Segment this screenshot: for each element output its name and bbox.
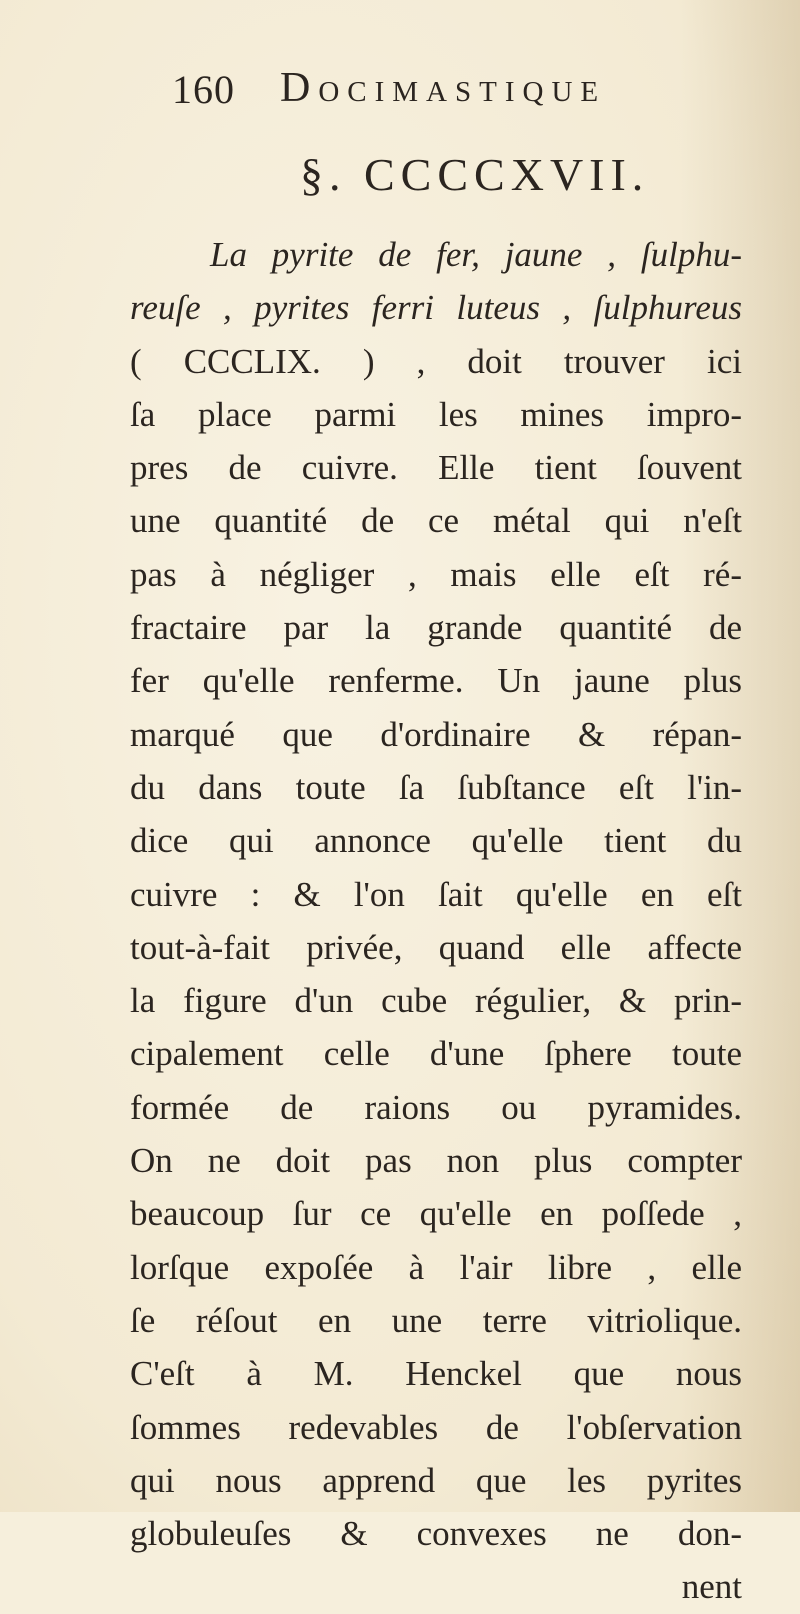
text-line: qui nous apprend que les pyrites [130,1460,742,1500]
text-line: dice qui annonce qu'elle tient du [130,821,742,861]
page-header [172,60,672,120]
text-line: tout-à-fait privée, quand elle affecte [130,927,742,967]
text-line: ſommes redevables de l'obſervation [130,1407,742,1447]
text-line: ( CCCLIX. ) , doit trouver ici [130,341,742,381]
text-line: lorſque expoſée à l'air libre , elle [130,1247,742,1287]
text-line: reuſe , pyrites ferri luteus , ſulphureus [130,288,742,328]
section-heading: §. CCCCXVII. [300,149,650,200]
text-line: la figure d'un cube régulier, & prin- [130,981,742,1021]
text-line: pas à négliger , mais elle eſt ré- [130,554,742,594]
text-line: marqué que d'ordinaire & répan- [130,714,742,754]
text-line: C'eſt à M. Henckel que nous [130,1354,742,1394]
page-number: 160 [172,67,235,112]
text-line: du dans toute ſa ſubſtance eſt l'in- [130,767,742,807]
text-line: une quantité de ce métal qui n'eſt [130,501,742,541]
text-line: beaucoup ſur ce qu'elle en poſſede , [130,1194,742,1234]
text-line: globuleuſes & convexes ne don- [130,1514,742,1554]
body-text [130,228,742,1614]
text-line: cuivre : & l'on ſait qu'elle en eſt [130,874,742,914]
running-title: Docimastique [280,65,607,111]
text-line: La pyrite de fer, jaune , ſulphu- [210,235,742,274]
text-line: pres de cuivre. Elle tient ſouvent [130,448,742,488]
text-line: fer qu'elle renferme. Un jaune plus [130,661,742,701]
text-line: ſa place parmi les mines impro- [130,394,742,434]
text-line: ſe réſout en une terre vitriolique. [130,1300,742,1340]
text-line: formée de raions ou pyramides. [130,1087,742,1127]
text-line: On ne doit pas non plus compter [130,1141,742,1181]
text-line: fractaire par la grande quantité de [130,608,742,648]
text-line: cipalement celle d'une ſphere toute [130,1034,742,1074]
catchword: nent [681,1567,742,1607]
